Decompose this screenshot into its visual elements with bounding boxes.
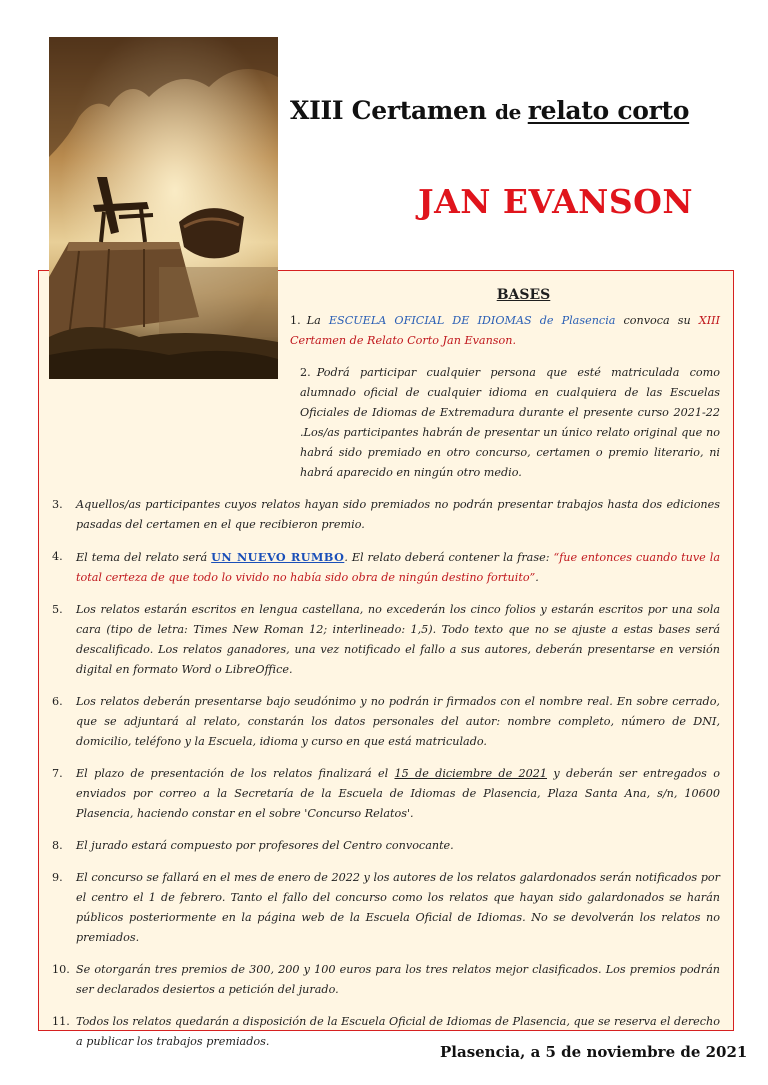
base-num: 2. xyxy=(300,366,311,379)
base-num: 9. xyxy=(52,871,63,884)
page-title xyxy=(290,96,760,125)
base-text: Aquellos/as participantes cuyos relatos hayan sido premiados no podrán presentar trabajos hasta dos ediciones pasadas del certamen en el que recibieron premio. xyxy=(76,498,720,531)
title-part3: relato corto xyxy=(527,96,690,125)
base-text: y deberán ser entregados o enviados por correo a la Secretaría de la Escuela de Idiomas de Plasencia, Plaza Santa Ana, s/n, 10600 Plasencia, haciendo constar en el sobre 'Concurso Relatos'. xyxy=(76,767,720,820)
bases-heading: BASES xyxy=(496,287,551,303)
base-item-9 xyxy=(52,868,720,948)
theme-title: UN NUEVO RUMBO xyxy=(211,550,345,564)
base-text: convoca su xyxy=(615,314,699,327)
base-item-10 xyxy=(52,960,720,1000)
deadline-date: 15 de diciembre de 2021 xyxy=(394,767,548,780)
base-text: Los relatos estarán escritos en lengua castellana, no excederán los cinco folios y estarán escritos por una sola cara (tipo de letra: Times New Roman 12; interlineado: 1,5). Todo texto que no se ajuste a estas bases será descalificado. Los relatos ganadores, una vez notificado el fallo a sus autores, deberán presentarse en versión digital en formato Word o LibreOffice. xyxy=(76,603,720,676)
base-text: Se otorgarán tres premios de 300, 200 y 100 euros para los tres relatos mejor clasificados. Los premios podrán ser declarados desiertos a petición del jurado. xyxy=(76,963,720,996)
base-text: El concurso se fallará en el mes de enero de 2022 y los autores de los relatos galardonados serán notificados por el centro el 1 de febrero. Tanto el fallo del concurso como los relatos que hayan sido galardonados se harán públicos posteriormente en la página web de la Escuela Oficial de Idiomas. No se devolverán los relatos no premiados. xyxy=(76,871,720,944)
base-num: 11. xyxy=(52,1015,70,1028)
base-num: 3. xyxy=(52,498,63,511)
dock-chair-boat-photo xyxy=(49,37,278,379)
base-item-5 xyxy=(52,600,720,680)
bases-content xyxy=(52,285,720,1064)
base-item-3 xyxy=(52,495,720,535)
base-num: 8. xyxy=(52,839,63,852)
contest-name: XIII Certamen de Relato Corto Jan Evanson. xyxy=(290,314,721,347)
dock-chair-boat-photo-icon xyxy=(49,37,278,379)
base-num: 4. xyxy=(52,550,63,563)
school-name: ESCUELA OFICIAL DE IDIOMAS de Plasencia xyxy=(328,314,616,327)
required-phrase: “fue entonces cuando tuve la total certeza de que todo lo vivido no había sido obra de ningún destino fortuito” xyxy=(76,551,720,584)
base-text: Podrá participar cualquier persona que esté matriculada como alumnado oficial de cualquier idioma en cualquiera de las Escuelas Oficiales de Idiomas de Extremadura durante el presente curso 2021-22 .Los/as participantes habrán de presentar un único relato original que no habrá sido premiado en otro concurso, certamen o premio literario, ni habrá aparecido en ningún otro medio. xyxy=(300,366,720,479)
base-text: . El relato deberá contener la frase: xyxy=(344,551,554,564)
base-item-11 xyxy=(52,1012,720,1052)
title-part1: XIII Certamen xyxy=(290,96,495,125)
base-text: El tema del relato será xyxy=(76,551,212,564)
base-text: Todos los relatos quedarán a disposición de la Escuela Oficial de Idiomas de Plasencia, que se reserva el derecho a publicar los trabajos premiados. xyxy=(76,1015,720,1048)
base-text: El plazo de presentación de los relatos finalizará el xyxy=(76,767,395,780)
base-item-6 xyxy=(52,692,720,752)
base-item-7 xyxy=(52,764,720,824)
base-item-1 xyxy=(290,311,720,351)
base-num: 7. xyxy=(52,767,63,780)
base-num: 1. xyxy=(290,314,301,327)
base-text: . xyxy=(535,571,539,584)
base-num: 6. xyxy=(52,695,63,708)
author-name: JAN EVANSON xyxy=(418,182,694,221)
base-item-8 xyxy=(52,836,720,856)
base-num: 5. xyxy=(52,603,63,616)
base-text: El jurado estará compuesto por profesores del Centro convocante. xyxy=(76,839,454,852)
signature-date: Plasencia, a 5 de noviembre de 2021 xyxy=(440,1043,748,1061)
base-item-4 xyxy=(52,547,720,588)
base-item-2 xyxy=(52,363,720,483)
base-text-2 xyxy=(52,363,720,483)
title-part2: de xyxy=(494,100,528,124)
base-text: La xyxy=(306,314,329,327)
base-text: Los relatos deberán presentarse bajo seudónimo y no podrán ir firmados con el nombre real. En sobre cerrado, que se adjuntará al relato, constarán los datos personales del autor: nombre completo, número de DNI, domicilio, teléfono y la Escuela, idioma y curso en que está matriculado. xyxy=(76,695,720,748)
base-num: 10. xyxy=(52,963,70,976)
